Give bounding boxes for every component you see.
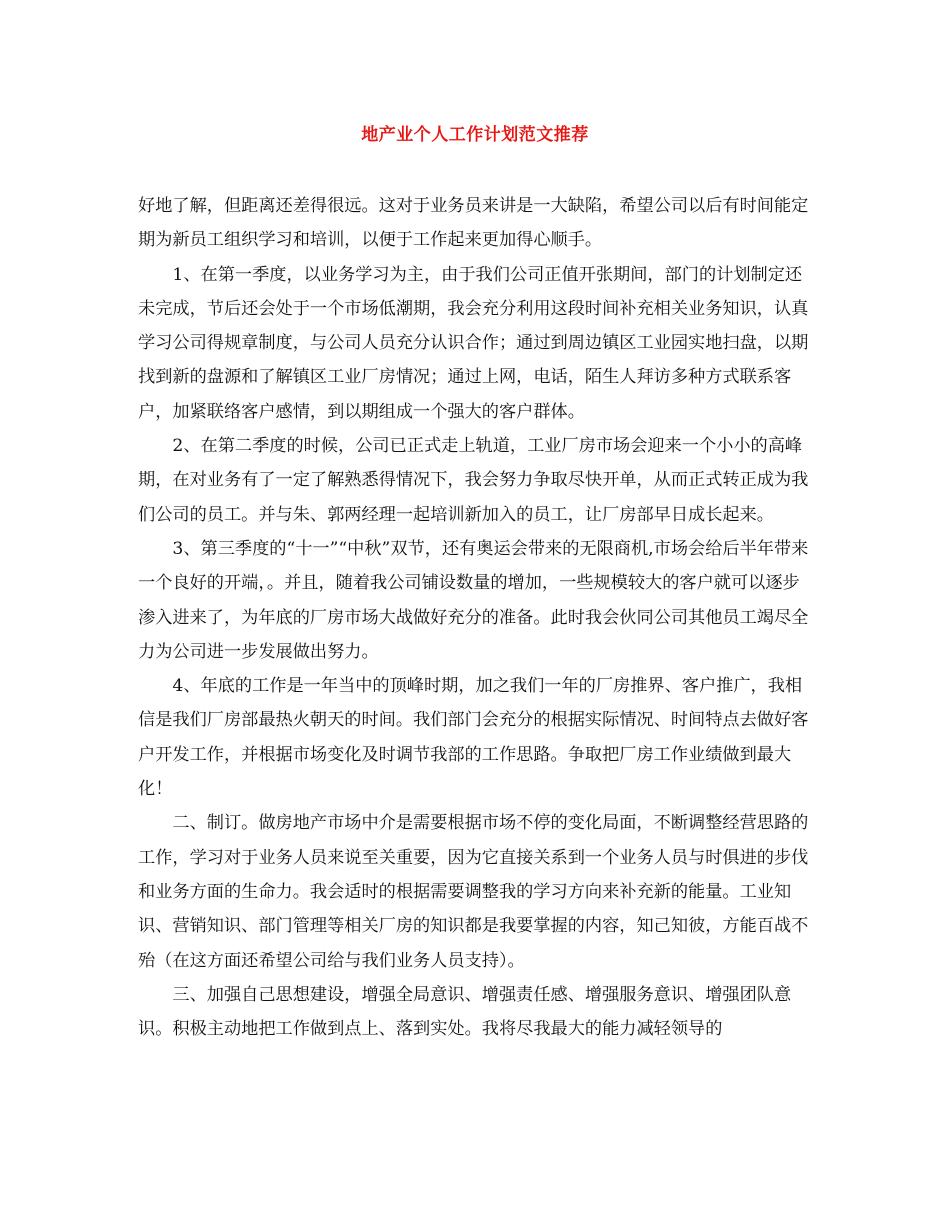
paragraph-continuation: 好地了解，但距离还差得很远。这对于业务员来讲是一大缺陷，希望公司以后有时间能定期为新员工组织学习和培训，以便于工作起来更加得心顺手。 <box>138 196 809 251</box>
document-body <box>138 189 814 1046</box>
paragraph-q1: 1、在第一季度，以业务学习为主，由于我们公司正值开张期间，部门的计划制定还未完成，节后还会处于一个市场低潮期，我会充分利用这段时间补充相关业务知识，认真学习公司得规章制度，与公司人员充分认识合作；通过到周边镇区工业园实地扫盘，以期找到新的盘源和了解镇区工业厂房情况；通过上网，电话，陌生人拜访多种方式联系客户，加紧联络客户感情，到以期组成一个强大的客户群体。 <box>138 264 809 422</box>
paragraph-q4: 4、年底的工作是一年当中的顶峰时期，加之我们一年的厂房推界、客户推广，我相信是我们厂房部最热火朝天的时间。我们部门会充分的根据实际情况、时间特点去做好客户开发工作，并根据市场变化及时调节我部的工作思路。争取把厂房工作业绩做到最大化！ <box>138 676 809 800</box>
paragraph-section-three: 三、加强自己思想建设，增强全局意识、增强责任感、增强服务意识、增强团队意识。积极主动地把工作做到点上、落到实处。我将尽我最大的能力减轻领导的 <box>138 984 792 1040</box>
paragraph-q2: 2、在第二季度的时候，公司已正式走上轨道，工业厂房市场会迎来一个小小的高峰期，在对业务有了一定了解熟悉得情况下，我会努力争取尽快开单，从而正式转正成为我们公司的员工。并与朱、郭两经理一起培训新加入的员工，让厂房部早日成长起来。 <box>138 436 809 525</box>
document-title: 地产业个人工作计划范文推荐 <box>361 125 589 145</box>
paragraph-section-two: 二、制订。做房地产市场中介是需要根据市场不停的变化局面，不断调整经营思路的工作，学习对于业务人员来说至关重要，因为它直接关系到一个业务人员与时俱进的步伐和业务方面的生命力。我会适时的根据需要调整我的学习方向来补充新的能量。工业知识、营销知识、部门管理等相关厂房的知识都是我要掌握的内容，知己知彼，方能百战不殆（在这方面还希望公司给与我们业务人员支持）。 <box>138 813 809 971</box>
paragraph-q3: 3、第三季度的“十一”“中秋”双节，还有奥运会带来的无限商机,市场会给后半年带来一个良好的开端，。并且，随着我公司铺设数量的增加，一些规模较大的客户就可以逐步渗入进来了，为年底的厂房市场大战做好充分的准备。此时我会伙同公司其他员工竭尽全力为公司进一步发展做出努力。 <box>138 538 809 662</box>
